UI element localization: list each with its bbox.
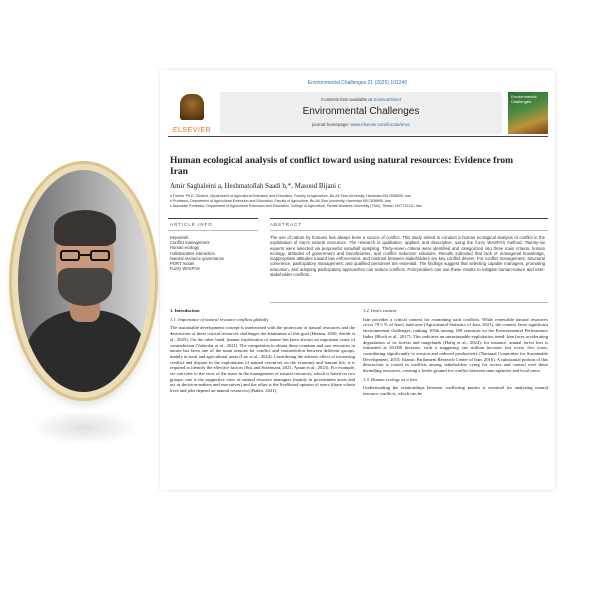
contents-line: [220, 97, 502, 102]
paragraph: Iran provides a critical context for examining such conflicts. While renewable natural resources cover 79.5 % of Iran's land area (Agricultural Statistics of Iran, 2021), the country faces significant environmental challenges, ranking 105th among 180 countries on the Environmental Performance Index (Block et al., 2017). This indicates an unsustainable exploitation trend. Iran faces accelerating degradation of its forests and rangelands (Hafiq et al., 2024); for instance, annual forest loss is estimated at 63,000 hectares, with a staggering one million hectares lost every five years, contributing significantly to erosion and reduced productivity (National Committee for Sustainable Development, 2015; Islamic Parliament Research Center of Iran, 2016). A substantial portion of this destruction is rooted in conflicts among stakeholders vying for access and control over these dwindling resources, creating a fertile ground for conflict between state agencies and local users.: [363, 316, 548, 374]
keyword-item: Natural resource governance: [170, 255, 225, 261]
glasses-icon: [60, 250, 110, 262]
author-list: Amir Saghaleini a, Heshmatollah Saadi b,*, Masoud Bijani c: [170, 182, 341, 190]
header-rule: [168, 136, 548, 137]
homepage-line: [220, 122, 502, 127]
introduction-heading: 1. Introduction: [170, 308, 200, 313]
keywords-heading: Keywords: [170, 235, 189, 240]
journal-header: [168, 92, 548, 134]
contents-prefix: Contents lists available at: [320, 97, 374, 102]
keyword-item: Collaborative interaction: [170, 250, 215, 256]
journal-title-box: [220, 92, 502, 134]
info-rule: [168, 218, 258, 219]
portrait-background: [18, 170, 149, 392]
keyword-item: PORT model: [170, 261, 195, 267]
paragraph: Understanding the relationships between conflicting parties is essential for analyzing natural resource conflicts, which can be: [363, 385, 548, 397]
abstract-heading: ABSTRACT: [270, 222, 303, 227]
abstract-subrule: [270, 230, 548, 231]
elsevier-logo: [168, 92, 216, 134]
body-column-left: [170, 308, 355, 488]
article-info-heading: ARTICLE INFO: [170, 222, 213, 227]
tree-icon: [180, 94, 204, 120]
journal-name: Environmental Challenges: [302, 106, 420, 117]
subsection-heading: 1.2. Iran's context: [363, 308, 397, 313]
portrait-jacket: [24, 310, 149, 392]
sciencedirect-link[interactable]: ScienceDirect: [373, 97, 402, 102]
journal-citation[interactable]: Environmental Challenges 21 (2025) 101240: [307, 80, 408, 86]
portrait-shadow: [30, 410, 140, 445]
keyword-item: Fuzzy WASPAS: [170, 266, 200, 272]
keyword-item: Conflict management: [170, 240, 210, 246]
keyword-item: Human ecology: [170, 245, 200, 251]
affiliations: [170, 194, 545, 209]
paragraph: The sustainable development concept is intertwined with the protection of natural resources and the destruction of these critical resources challenges the attainment of this goal (Hassan, 2020; Saeidi et al., 2025). On the other hand, human exploitation of nature has been always an important cause of contradiction (Vafaeifar et al., 2021). The competition to obtain these common and rare resources in nature has been one of the main reasons for conflict and contradiction between different groups, mainly in rural and agricultural areas (Luo et al., 2024). Considering the adverse effect of increasing conflict and dispute in the exploitation of natural resources on the economy and human life, it is required to identify the effective factors (Sisi and Soleimani, 2021; Ayaan et al., 2023). For example, we can refer to the view of the users in the management of natural resources, which is based on two groups: one is the supportive view of natural resource managers (mainly in government areas and act as decision-makers and executives) and the other is the livelihood opinion of users (those whose lives and jobs depend on natural resources) (Bakhi, 2021).: [170, 325, 355, 394]
homepage-link[interactable]: www.elsevier.com/locate/envc: [350, 122, 411, 127]
affiliation-c: c Associate Professor, Department of Agricultural Extension and Education, College of Agriculture, Tarbiat Modares University (TMU), Tehran 1497713111, Iran: [170, 204, 423, 208]
paper-page: [160, 70, 555, 490]
author-portrait: [12, 164, 155, 398]
keywords-block: [170, 235, 260, 271]
subsection-heading: 1.1. Importance of natural resource conflicts globally: [170, 316, 269, 322]
homepage-prefix: journal homepage:: [311, 122, 351, 127]
article-title: Human ecological analysis of conflict toward using natural resources: Evidence from Iran: [170, 156, 514, 177]
subsection-heading: 1.3. Human ecology as a lens: [363, 376, 418, 382]
portrait-hair: [54, 210, 116, 246]
affiliation-a: a Former Ph.D. Student, Department of Agricultural Extension and Education, Faculty of Agriculture, Bu-Ali Sina University, Hamedan 6517838695, Iran: [170, 194, 411, 198]
cover-title: Environmental Challenges: [511, 94, 537, 104]
abstract-end-rule: [270, 302, 548, 303]
body-column-right: [363, 308, 548, 488]
abstract-rule: [270, 218, 548, 219]
journal-cover: [508, 92, 548, 134]
portrait-beard: [58, 268, 112, 306]
publisher-name: ELSEVIER: [172, 127, 212, 134]
affiliation-b: b Professor, Department of Agricultural Extension and Education, Faculty of Agriculture, Bu-Ali Sina University, Hamedan 6517838695, Iran: [170, 199, 392, 203]
info-subrule: [168, 230, 258, 231]
abstract-text: The use of nature by humans has always been a source of conflict. This study aimed to conduct a human ecological analysis of conflict in the exploitation of Iran's natural resources. The research is qualitative, applied, and descriptive, using the fuzzy WASPAS method. Twenty-six experts were selected via purposeful snowball sampling. Thirty-seven criteria were identified and categorized into three main criteria: human ecology, attitudes of government and beneficiaries, and conflict reduction solutions. Results indicated that lack of managerial knowledge, inappropriate attitudes toward law enforcement, and mistrust between stakeholders are key conflict drivers. For conflict management, structural coherence, participatory management, and qualified personnel are essential. The findings suggest that selecting capable managers, promoting education, and adopting participatory approaches can reduce conflicts. Policymakers can use these results to mitigate human-nature and inter-stakeholder conflicts.: [270, 235, 545, 278]
